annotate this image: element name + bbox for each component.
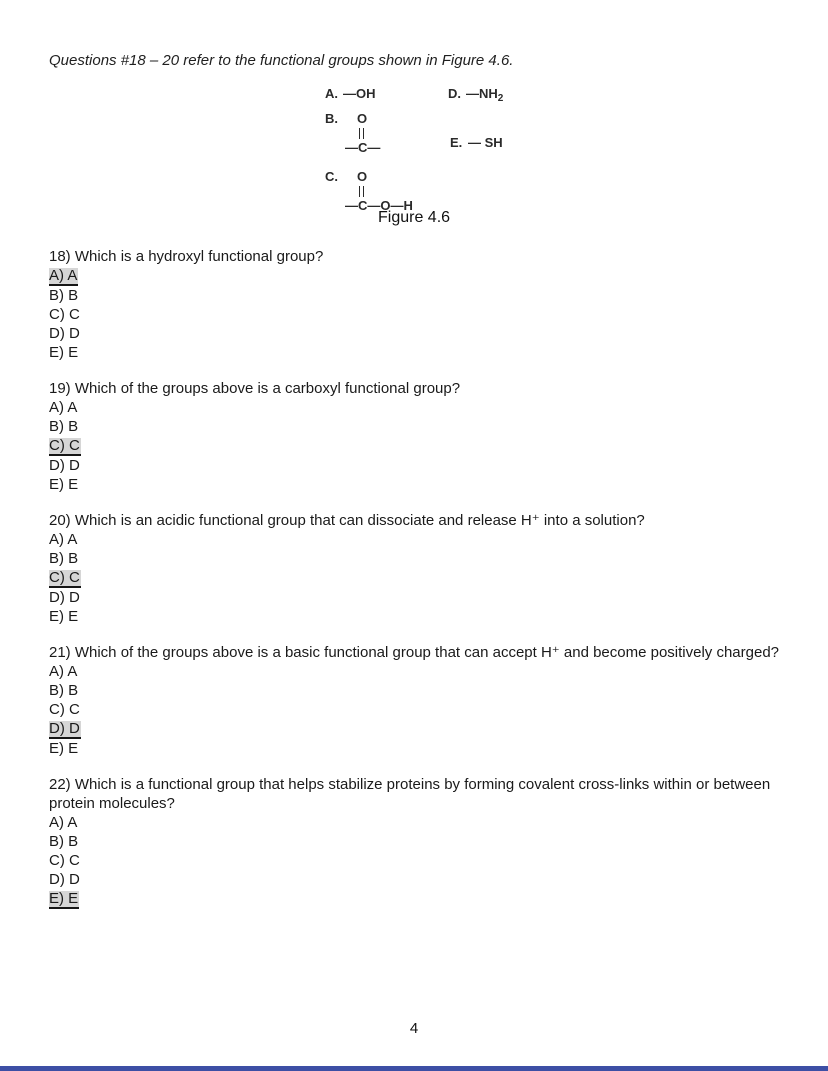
- group-c-label: C.: [325, 169, 338, 184]
- question-20-option-b: [49, 549, 780, 568]
- group-a-label: A.: [325, 86, 338, 101]
- option-label: B) B: [49, 550, 79, 567]
- option-label: B) B: [49, 833, 79, 850]
- group-d-subscript: 2: [497, 93, 504, 104]
- question-18-option-a: [49, 266, 780, 286]
- question-19: [49, 379, 780, 494]
- option-label: A) A: [49, 814, 78, 831]
- page-number: 4: [409, 1020, 419, 1037]
- question-20-option-a: [49, 530, 780, 549]
- question-18-option-d: [49, 324, 780, 343]
- question-20: [49, 511, 780, 626]
- question-21-option-b: [49, 681, 780, 700]
- question-18-option-b: [49, 286, 780, 305]
- group-d-formula-main: —NH: [466, 86, 498, 101]
- group-d-formula: [466, 87, 503, 105]
- question-22-option-c: [49, 851, 780, 870]
- question-20-option-d: [49, 588, 780, 607]
- question-21-option-e: [49, 739, 780, 758]
- question-22-answer-highlight: E) E: [49, 890, 79, 907]
- option-label: E) E: [49, 476, 79, 493]
- option-label: C) C: [49, 701, 80, 718]
- question-18-option-e: [49, 343, 780, 362]
- group-b-chain: —C—: [345, 140, 381, 155]
- group-a-formula: —OH: [343, 86, 376, 101]
- group-c-chain: —C—O—H: [345, 198, 413, 213]
- group-e-formula: — SH: [468, 135, 503, 150]
- group-e-label: E.: [450, 135, 463, 150]
- question-19-answer-highlight: C) C: [49, 437, 80, 454]
- option-label: A) A: [49, 399, 78, 416]
- question-18: [49, 247, 780, 362]
- option-label: B) B: [49, 682, 79, 699]
- option-label: D) D: [49, 325, 80, 342]
- question-19-prompt: 19) Which of the groups above is a carboxyl functional group?: [49, 380, 461, 397]
- question-22-option-d: [49, 870, 780, 889]
- group-d-label: D.: [448, 86, 461, 101]
- group-b-label: B.: [325, 111, 338, 126]
- question-21-option-a: [49, 662, 780, 681]
- question-21-option-d: [49, 719, 780, 739]
- option-label: C) C: [49, 852, 80, 869]
- group-b-double-bond: [359, 128, 364, 139]
- question-20-prompt: 20) Which is an acidic functional group that can dissociate and release H⁺ into a solution?: [49, 512, 645, 529]
- question-22: [49, 775, 780, 909]
- question-21-answer-highlight: D) D: [49, 720, 80, 737]
- question-19-option-e: [49, 475, 780, 494]
- question-18-prompt: 18) Which is a hydroxyl functional group?: [49, 248, 324, 265]
- group-c-double-bond: [359, 186, 364, 197]
- question-22-option-b: [49, 832, 780, 851]
- question-22-option-e: [49, 889, 780, 909]
- question-18-answer-highlight: A) A: [49, 267, 78, 284]
- question-20-option-c: [49, 568, 780, 588]
- option-label: D) D: [49, 457, 80, 474]
- question-21-option-c: [49, 700, 780, 719]
- question-19-option-b: [49, 417, 780, 436]
- footer-bar: [0, 1066, 828, 1071]
- figure-instruction-text: Questions #18 – 20 refer to the functional groups shown in Figure 4.6.: [49, 52, 514, 69]
- questions-section: [49, 247, 780, 909]
- figure-caption: Figure 4.6: [378, 209, 451, 226]
- question-20-answer-highlight: C) C: [49, 569, 80, 586]
- option-label: D) D: [49, 589, 80, 606]
- option-label: B) B: [49, 287, 79, 304]
- option-label: E) E: [49, 344, 79, 361]
- option-label: B) B: [49, 418, 79, 435]
- option-label: A) A: [49, 531, 78, 548]
- option-label: E) E: [49, 740, 79, 757]
- option-label: A) A: [49, 663, 78, 680]
- question-22-prompt: 22) Which is a functional group that helps stabilize proteins by forming covalent cross-links within or between protein molecules?: [49, 776, 771, 812]
- option-label: E) E: [49, 608, 79, 625]
- question-19-option-c: [49, 436, 780, 456]
- group-c-oxygen: O: [357, 169, 368, 184]
- question-22-option-a: [49, 813, 780, 832]
- question-21-prompt: 21) Which of the groups above is a basic functional group that can accept H⁺ and become positively charged?: [49, 644, 780, 661]
- figure-4-6: [49, 70, 780, 247]
- question-18-option-c: [49, 305, 780, 324]
- option-label: C) C: [49, 306, 80, 323]
- group-b-oxygen: O: [357, 111, 368, 126]
- question-19-option-d: [49, 456, 780, 475]
- question-19-option-a: [49, 398, 780, 417]
- option-label: D) D: [49, 871, 80, 888]
- question-20-option-e: [49, 607, 780, 626]
- question-21: [49, 643, 780, 758]
